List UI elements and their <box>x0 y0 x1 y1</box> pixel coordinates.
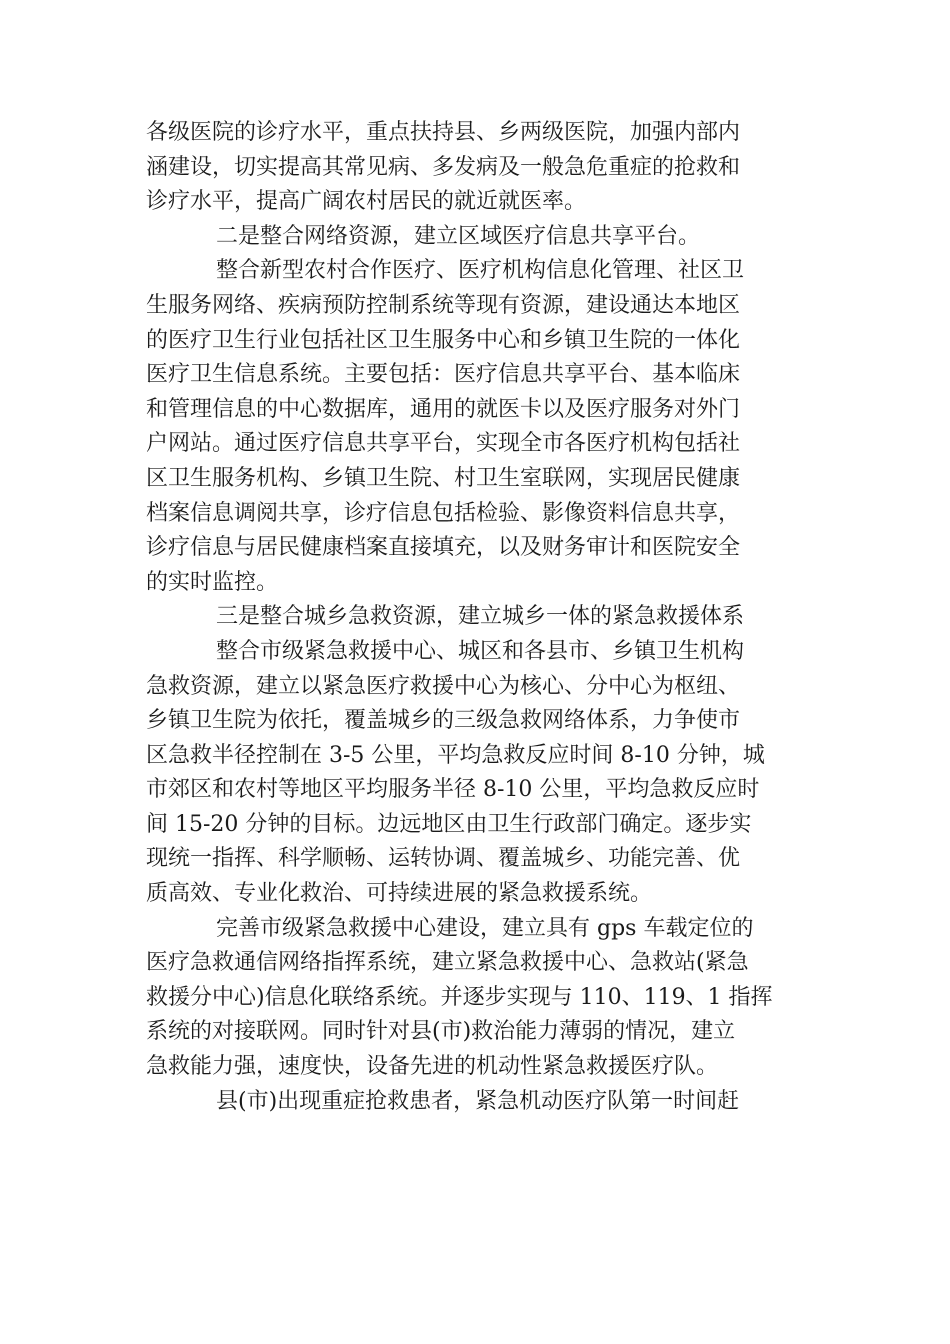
text-line: 涵建设，切实提高其常见病、多发病及一般急危重症的抢救和 <box>146 154 741 180</box>
paragraph-county-patients <box>146 1085 806 1120</box>
text-line: 区急救半径控制在 3-5 公里，平均急救反应时间 8-10 分钟，城 <box>146 742 765 768</box>
text-line: 诊疗水平，提高广阔农村居民的就近就医率。 <box>146 189 587 215</box>
text-line: 和管理信息的中心数据库，通用的就医卡以及医疗服务对外门 <box>146 396 741 422</box>
text-line: 间 15-20 分钟的目标。边远地区由卫生行政部门确定。逐步实 <box>146 811 752 837</box>
text-line: 医疗急救通信网络指挥系统，建立紧急救援中心、急救站(紧急 <box>146 950 749 976</box>
text-line: 的医疗卫生行业包括社区卫生服务中心和乡镇卫生院的一体化 <box>146 327 741 353</box>
document-page <box>146 116 806 1119</box>
text-line: 急救能力强，速度快，设备先进的机动性紧急救援医疗队。 <box>146 1054 719 1080</box>
text-line: 完善市级紧急救援中心建设，建立具有 gps 车载定位的 <box>216 915 754 941</box>
text-line: 乡镇卫生院为依托，覆盖城乡的三级急救网络体系，力争使市 <box>146 708 741 734</box>
text-line: 档案信息调阅共享，诊疗信息包括检验、影像资料信息共享， <box>146 500 741 526</box>
paragraph-emergency-resources <box>146 635 806 912</box>
text-line: 系统的对接联网。同时针对县(市)救治能力薄弱的情况，建立 <box>146 1019 736 1045</box>
text-line: 整合新型农村合作医疗、医疗机构信息化管理、社区卫 <box>216 258 745 284</box>
text-line: 救援分中心)信息化联络系统。并逐步实现与 110、119、1 指挥 <box>146 984 773 1010</box>
text-line: 市郊区和农村等地区平均服务半径 8-10 公里，平均急救反应时 <box>146 777 760 803</box>
text-line: 县(市)出现重症抢救患者，紧急机动医疗队第一时间赶 <box>216 1088 740 1114</box>
section-heading: 三是整合城乡急救资源，建立城乡一体的紧急救援体系 <box>216 604 745 630</box>
paragraph-heading-emergency <box>146 600 806 635</box>
paragraph-heading-network <box>146 220 806 255</box>
text-line: 各级医院的诊疗水平，重点扶持县、乡两级医院，加强内部内 <box>146 120 741 145</box>
paragraph-network-resources <box>146 254 806 600</box>
text-line: 的实时监控。 <box>146 569 279 595</box>
text-line: 医疗卫生信息系统。主要包括：医疗信息共享平台、基本临床 <box>146 362 741 388</box>
text-line: 生服务网络、疾病预防控制系统等现有资源，建设通达本地区 <box>146 292 741 318</box>
text-line: 区卫生服务机构、乡镇卫生院、村卫生室联网，实现居民健康 <box>146 465 741 491</box>
text-line: 诊疗信息与居民健康档案直接填充，以及财务审计和医院安全 <box>146 535 741 561</box>
text-line: 质高效、专业化救治、可持续进展的紧急救援系统。 <box>146 881 653 907</box>
paragraph-rescue-center <box>146 912 806 1085</box>
text-line: 急救资源，建立以紧急医疗救援中心为核心、分中心为枢纽、 <box>146 673 741 699</box>
text-line: 整合市级紧急救援中心、城区和各县市、乡镇卫生机构 <box>216 638 745 664</box>
paragraph-hospital-level <box>146 116 806 220</box>
text-line: 现统一指挥、科学顺畅、运转协调、覆盖城乡、功能完善、优 <box>146 846 741 872</box>
section-heading: 二是整合网络资源，建立区域医疗信息共享平台。 <box>216 223 701 249</box>
text-line: 户网站。通过医疗信息共享平台，实现全市各医疗机构包括社 <box>146 431 741 457</box>
